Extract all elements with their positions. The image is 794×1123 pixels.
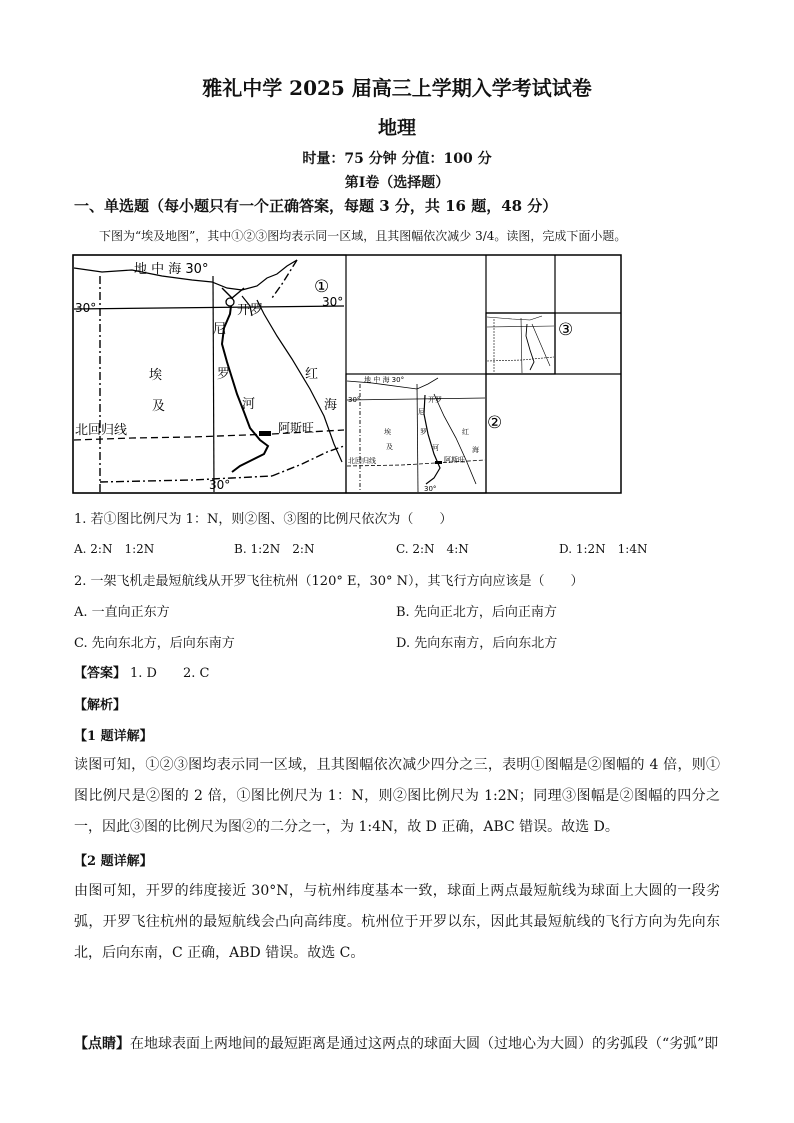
map-label-2: ② [487,413,503,433]
detail-2-text: 由图可知，开罗的纬度接近 30°N，与杭州纬度基本一致，球面上两点最短航线为球面上大圆的一段劣弧，开罗飞往杭州的最短航线会凸向高纬度。杭州位于开罗以东，因此其最短航线的飞行方向为先向东北，后向东南，C 正确，ABD 错误。故选 C。 [74,883,720,961]
map-2 [346,374,486,493]
question-1-option-d[interactable]: D. 1:2N 1:4N [559,542,648,556]
detail-2-label: 【2 题详解】 [74,854,153,869]
map-3 [486,313,555,374]
question-2-stem: 2. 一架飞机走最短航线从开罗飞往杭州（120° E，30° N），其飞行方向应该是（ ） [74,574,584,589]
map-label-lat30-right: 30° [322,295,344,309]
map-label-ai: 埃 [149,368,163,383]
map-1 [73,255,346,493]
map2-label-luo: 罗 [420,428,427,436]
section-heading: 一、单选题（每小题只有一个正确答案，每题 3 分，共 16 题，48 分） [74,197,558,215]
map2-label-he: 河 [432,444,439,452]
map-label-aswan: 阿斯旺 [278,421,315,435]
answer-label: 【答案】 [74,666,127,681]
question-1-option-c[interactable]: C. 2:N 4:N [396,542,469,556]
section-intro: 下图为“埃及地图”，其中①②③图均表示同一区域，且其图幅依次减少 3/4。读图，完成下面小题。 [99,229,627,243]
map2-label-ji: 及 [386,443,393,451]
map-label-red-sea-1: 红 [305,367,319,382]
map2-label-tropic: 北回归线 [348,457,376,465]
map2-label-red-sea-1: 红 [462,428,469,436]
subject-title: 地理 [377,117,416,139]
map-label-ni: 尼 [213,322,227,337]
detail-1-label: 【1 题详解】 [74,729,153,744]
egypt-map-figure [72,254,622,494]
question-1-option-a[interactable]: A. 2:N 1:2N [74,542,155,556]
map-label-1: ① [314,277,330,297]
map2-label-aswan: 阿斯旺 [444,456,465,464]
map-label-bottom30: 30° [209,478,231,492]
map2-label-red-sea-2: 海 [472,446,479,454]
question-2-option-b[interactable]: B. 先向正北方，后向正南方 [396,605,557,620]
map2-label-sea: 地 中 海 30° [364,376,405,384]
volume-title: 第Ⅰ卷（选择题） [344,175,450,191]
map-label-3: ③ [558,320,574,340]
map2-label-bottom30: 30° [424,485,437,493]
tip-row [74,1033,720,1053]
map-label-tropic: 北回归线 [75,423,128,438]
exam-meta: 时量：75 分钟 分值：100 分 [302,151,492,167]
question-1-option-b[interactable]: B. 1:2N 2:N [234,542,315,556]
tip-label: 【点睛】 [74,1036,130,1052]
question-2-option-d[interactable]: D. 先向东南方，后向东北方 [396,636,558,651]
map-label-he: 河 [242,397,256,412]
map-label-cairo: 开罗 [237,303,264,318]
question-2-option-a[interactable]: A. 一直向正东方 [74,605,170,620]
answer-row [74,662,209,681]
map-label-red-sea-2: 海 [324,398,338,413]
tip-text: 在地球表面上两地间的最短距离是通过这两点的球面大圆（过地心为大圆）的劣弧段（“劣弧”即 [130,1036,719,1052]
exam-title: 雅礼中学 2025 届高三上学期入学考试试卷 [202,76,592,100]
map-label-sea: 地 中 海 30° [134,262,209,277]
map2-label-cairo: 开罗 [428,396,442,404]
analysis-label: 【解析】 [74,698,127,713]
map2-label-ai: 埃 [384,428,391,436]
map-label-ji: 及 [152,399,166,414]
detail-1-text: 读图可知，①②③图均表示同一区域，且其图幅依次减少四分之三，表明①图幅是②图幅的 4 倍，则①图比例尺是②图的 2 倍，①图比例尺为 1：N，则②图比例尺为 1:2N；同理③图幅是②图幅的四分之一，因此③图的比例尺为图②的二分之一，为 1:4N，故 D 正确，ABC 错误。故选 D。 [74,757,720,835]
question-2-option-c[interactable]: C. 先向东北方，后向东南方 [74,636,235,651]
map2-label-ni: 尼 [418,408,425,416]
map-label-lat30-left: 30° [75,301,97,315]
answer-value: 1. D 2. C [130,666,210,681]
map2-label-lat30: 30° [348,396,361,404]
map-label-luo: 罗 [217,367,231,382]
question-1-stem: 1. 若①图比例尺为 1：N，则②图、③图的比例尺依次为（ ） [74,512,453,527]
